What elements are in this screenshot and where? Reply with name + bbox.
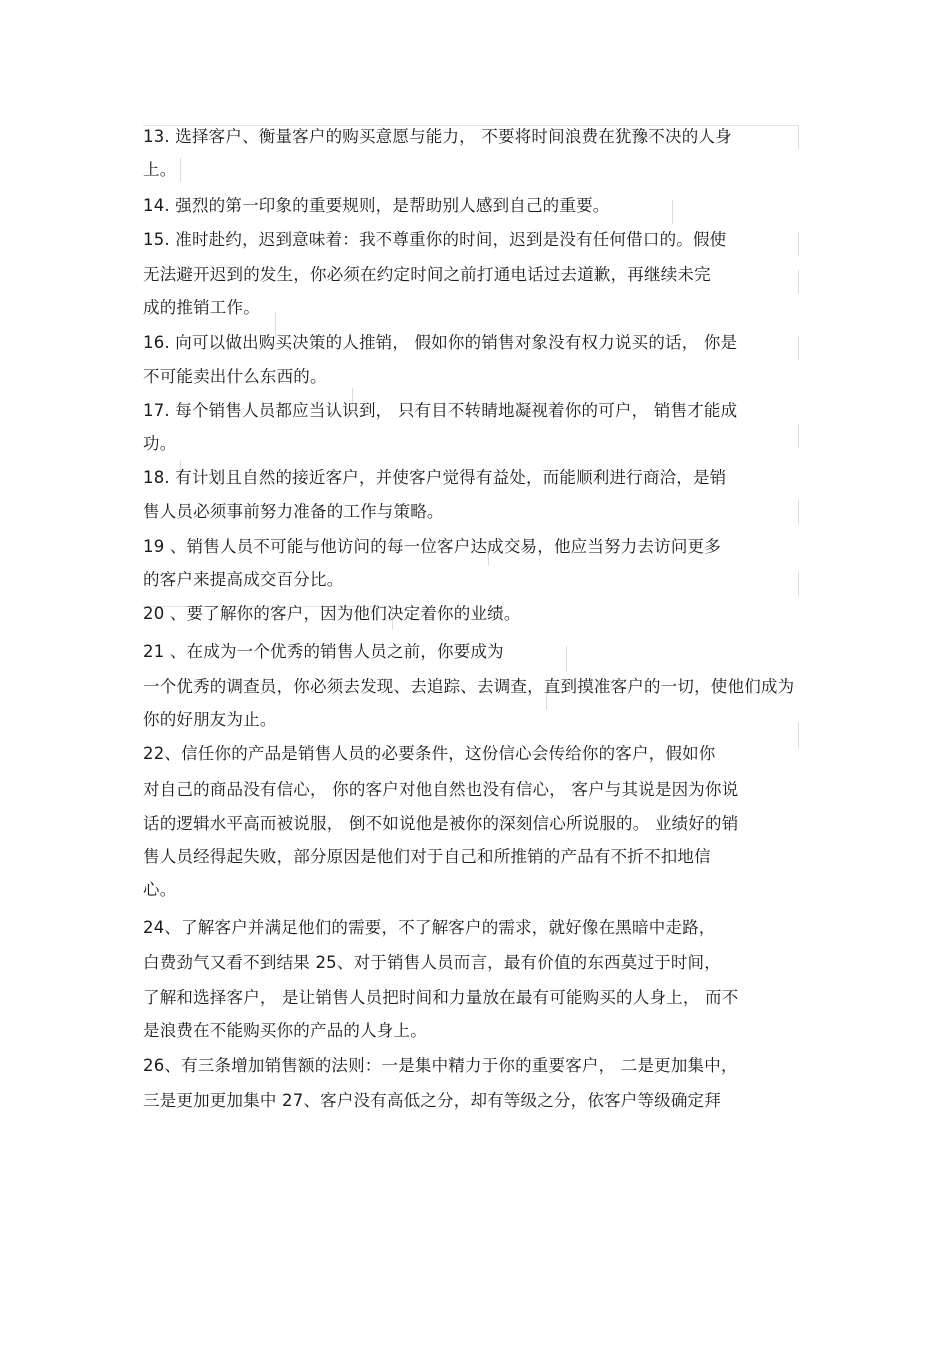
text-line: 话的逻辑水平高而被说服， 倒不如说他是被你的深刻信心所说服的。 业绩好的销 [143, 814, 739, 833]
text-line: 对自己的商品没有信心， 你的客户对他自然也没有信心， 客户与其说是因为你说 [143, 780, 739, 799]
text-line: 19 、销售人员不可能与他访问的每一位客户达成交易，他应当努力去访问更多 [143, 537, 721, 556]
text-line: 18. 有计划且自然的接近客户，并使客户觉得有益处，而能顺利进行商洽，是销 [143, 468, 727, 487]
text-line: 售人员必须事前努力准备的工作与策略。 [143, 502, 444, 521]
text-line: 白费劲气又看不到结果 25、对于销售人员而言，最有价值的东西莫过于时间， [143, 953, 721, 972]
text-line: 不可能卖出什么东西的。 [143, 367, 327, 386]
text-line: 21 、在成为一个优秀的销售人员之前，你要成为 [143, 642, 504, 661]
artifact-rule [672, 200, 673, 224]
text-line: 三是更加更加集中 27、客户没有高低之分，却有等级之分，依客户等级确定拜 [143, 1091, 721, 1110]
text-line: 26、有三条增加销售额的法则：一是集中精力于你的重要客户， 二是更加集中， [143, 1056, 738, 1075]
text-line: 22、信任你的产品是销售人员的必要条件，这份信心会传给你的客户，假如你 [143, 744, 716, 763]
artifact-rule [798, 270, 799, 294]
artifact-rule [798, 232, 799, 256]
artifact-rule [798, 336, 799, 360]
text-line: 功。 [143, 434, 177, 453]
artifact-rule [180, 158, 181, 182]
text-line: 16. 向可以做出购买决策的人推销， 假如你的销售对象没有权力说买的话， 你是 [143, 333, 738, 352]
text-line: 13. 选择客户、衡量客户的购买意愿与能力， 不要将时间浪费在犹豫不决的人身 [143, 127, 732, 146]
text-line: 成的推销工作。 [143, 298, 260, 317]
artifact-rule [798, 500, 799, 524]
text-line: 14. 强烈的第一印象的重要规则，是帮助别人感到自己的重要。 [143, 196, 610, 215]
text-line: 17. 每个销售人员都应当认识到， 只有目不转睛地凝视着你的可户， 销售才能成 [143, 401, 738, 420]
text-line: 心。 [143, 880, 177, 899]
text-line: 了解和选择客户， 是让销售人员把时间和力量放在最有可能购买的人身上， 而不 [143, 988, 739, 1007]
text-line: 你的好朋友为止。 [143, 710, 277, 729]
artifact-rule [798, 125, 799, 149]
text-line: 24、了解客户并满足他们的需要，不了解客户的需求，就好像在黑暗中走路， [143, 918, 716, 937]
text-line: 无法避开迟到的发生，你必须在约定时间之前打通电话过去道歉，再继续未完 [143, 265, 711, 284]
artifact-rule [798, 424, 799, 448]
text-line: 上。 [143, 160, 177, 179]
text-line: 售人员经得起失败，部分原因是他们对于自己和所推销的产品有不折不扣地信 [143, 847, 711, 866]
text-line: 的客户来提高成交百分比。 [143, 570, 344, 589]
text-line: 是浪费在不能购买你的产品的人身上。 [143, 1021, 427, 1040]
text-line: 20 、要了解你的客户，因为他们决定着你的业绩。 [143, 604, 521, 623]
artifact-rule [566, 646, 567, 672]
text-line: 一个优秀的调查员，你必须去发现、去追踪、去调查，直到摸准客户的一切，使他们成为 [143, 677, 795, 696]
text-line: 15. 准时赴约，迟到意味着：我不尊重你的时间，迟到是没有任何借口的。假使 [143, 230, 727, 249]
artifact-rule [143, 125, 798, 126]
artifact-rule [798, 572, 799, 596]
artifact-rule [798, 722, 799, 748]
